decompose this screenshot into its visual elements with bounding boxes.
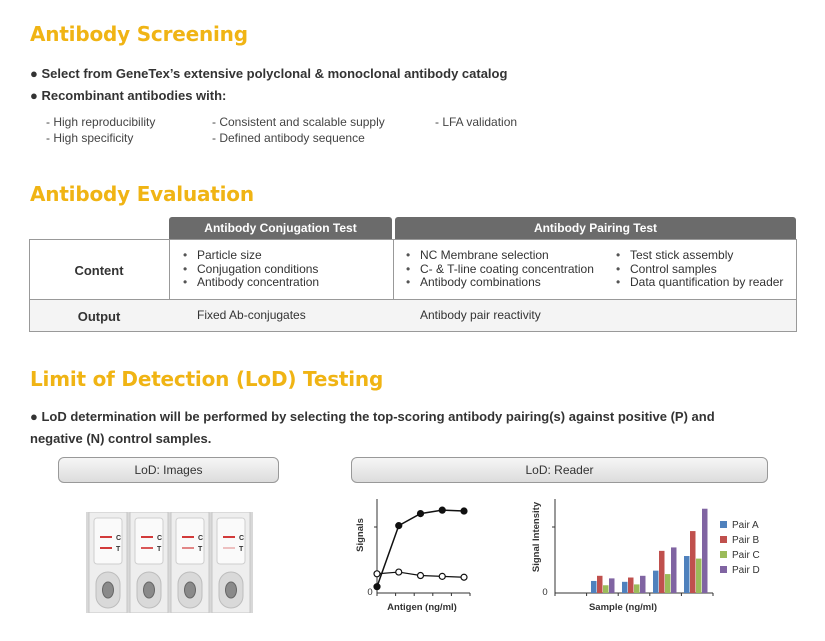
- data-point: [418, 573, 424, 579]
- bar: [628, 578, 634, 593]
- pairing-content-list-b: [616, 249, 783, 290]
- list-item: • C- & T-line coating concentration: [406, 263, 594, 277]
- test-line: [182, 547, 194, 549]
- bar: [653, 571, 659, 593]
- bar: [702, 509, 708, 593]
- data-point: [418, 511, 424, 517]
- table-border-top: [29, 239, 796, 240]
- list-item: • Particle size: [183, 249, 319, 263]
- legend-label: Pair D: [732, 565, 760, 576]
- conjugation-content-list: [183, 249, 319, 290]
- bar: [671, 547, 677, 593]
- test-strips-image: [86, 512, 253, 613]
- intensity-y-tick-0: 0: [542, 587, 548, 598]
- list-item: • Antibody combinations: [406, 276, 594, 290]
- header-pairing-test: Antibody Pairing Test: [395, 217, 796, 239]
- bar: [696, 559, 702, 593]
- signals-line-chart: [350, 497, 475, 615]
- strip-label-t: T: [157, 546, 162, 553]
- strip-label-c: C: [116, 535, 122, 542]
- bar: [597, 576, 603, 593]
- lod-title: Limit of Detection (LoD) Testing: [30, 367, 384, 391]
- test-strip: [212, 512, 250, 613]
- sample-port: [103, 582, 114, 598]
- bar: [665, 574, 671, 593]
- bar: [684, 556, 690, 593]
- sample-port: [185, 582, 196, 598]
- screening-bullet-recombinant: ● Recombinant antibodies with:: [30, 88, 227, 103]
- data-point: [439, 507, 445, 513]
- control-line: [223, 536, 235, 538]
- row-label-content: Content: [74, 263, 124, 278]
- signal-intensity-bar-chart: [525, 497, 770, 615]
- lod-images-label: LoD: Images: [58, 457, 279, 483]
- strip-label-c: C: [198, 535, 204, 542]
- bar: [634, 584, 640, 593]
- feature-item: - Consistent and scalable supply: [212, 115, 385, 129]
- bar: [640, 576, 646, 593]
- intensity-y-label: Signal Intensity: [531, 501, 542, 573]
- test-strip: [171, 512, 209, 613]
- legend-swatch: [720, 536, 727, 543]
- signals-y-label: Signals: [355, 518, 366, 552]
- feature-item: - Defined antibody sequence: [212, 131, 365, 145]
- test-line: [223, 547, 235, 549]
- feature-item: - High specificity: [46, 131, 134, 145]
- feature-item: - High reproducibility: [46, 115, 156, 129]
- list-item: • Data quantification by reader: [616, 276, 783, 290]
- strip-label-c: C: [239, 535, 245, 542]
- data-point: [461, 508, 467, 514]
- data-point: [396, 569, 402, 575]
- pairing-output: Antibody pair reactivity: [420, 308, 541, 322]
- control-line: [100, 536, 112, 538]
- signals-y-tick-0: 0: [367, 587, 373, 598]
- intensity-x-label: Sample (ng/ml): [588, 602, 658, 613]
- bar: [659, 551, 665, 593]
- conjugation-output: Fixed Ab-conjugates: [197, 308, 306, 322]
- evaluation-title: Antibody Evaluation: [30, 182, 254, 206]
- lod-bullet-line1: ● LoD determination will be performed by selecting the top-scoring antibody pairing(s) against positive (P) and: [30, 409, 715, 424]
- bar: [690, 531, 696, 593]
- test-line: [100, 547, 112, 549]
- bar: [591, 581, 597, 593]
- legend-swatch: [720, 551, 727, 558]
- data-point: [374, 584, 380, 590]
- list-item: • Control samples: [616, 263, 783, 277]
- sample-port: [144, 582, 155, 598]
- test-strip: [89, 512, 127, 613]
- strip-label-t: T: [116, 546, 121, 553]
- header-conjugation-test: Antibody Conjugation Test: [169, 217, 392, 239]
- row-label-output: Output: [77, 309, 121, 324]
- strip-label-c: C: [157, 535, 163, 542]
- feature-item: - LFA validation: [435, 115, 518, 129]
- control-line: [141, 536, 153, 538]
- legend-swatch: [720, 521, 727, 528]
- legend-label: Pair C: [732, 550, 760, 561]
- legend-swatch: [720, 566, 727, 573]
- test-strip: [130, 512, 168, 613]
- list-item: • Conjugation conditions: [183, 263, 319, 277]
- legend-label: Pair B: [732, 535, 760, 546]
- data-point: [439, 573, 445, 579]
- control-line: [182, 536, 194, 538]
- bar: [622, 582, 628, 593]
- list-item: • NC Membrane selection: [406, 249, 594, 263]
- bar: [603, 585, 609, 593]
- lod-reader-label: LoD: Reader: [351, 457, 768, 483]
- signals-x-label: Antigen (ng/ml): [387, 602, 457, 613]
- screening-bullet-catalog: ● Select from GeneTex’s extensive polyclonal & monoclonal antibody catalog: [30, 66, 508, 81]
- strip-label-t: T: [198, 546, 203, 553]
- data-point: [374, 571, 380, 577]
- test-line: [141, 547, 153, 549]
- lod-bullet-line2: negative (N) control samples.: [30, 431, 212, 446]
- legend-label: Pair A: [732, 520, 759, 531]
- list-item: • Test stick assembly: [616, 249, 783, 263]
- pairing-content-list-a: [406, 249, 594, 290]
- data-point: [461, 574, 467, 580]
- sample-port: [226, 582, 237, 598]
- strip-label-t: T: [239, 546, 244, 553]
- screening-title: Antibody Screening: [30, 22, 248, 46]
- data-point: [396, 523, 402, 529]
- table-border-bottom: [29, 331, 796, 332]
- table-border-right: [796, 239, 797, 332]
- bar: [609, 578, 615, 593]
- list-item: • Antibody concentration: [183, 276, 319, 290]
